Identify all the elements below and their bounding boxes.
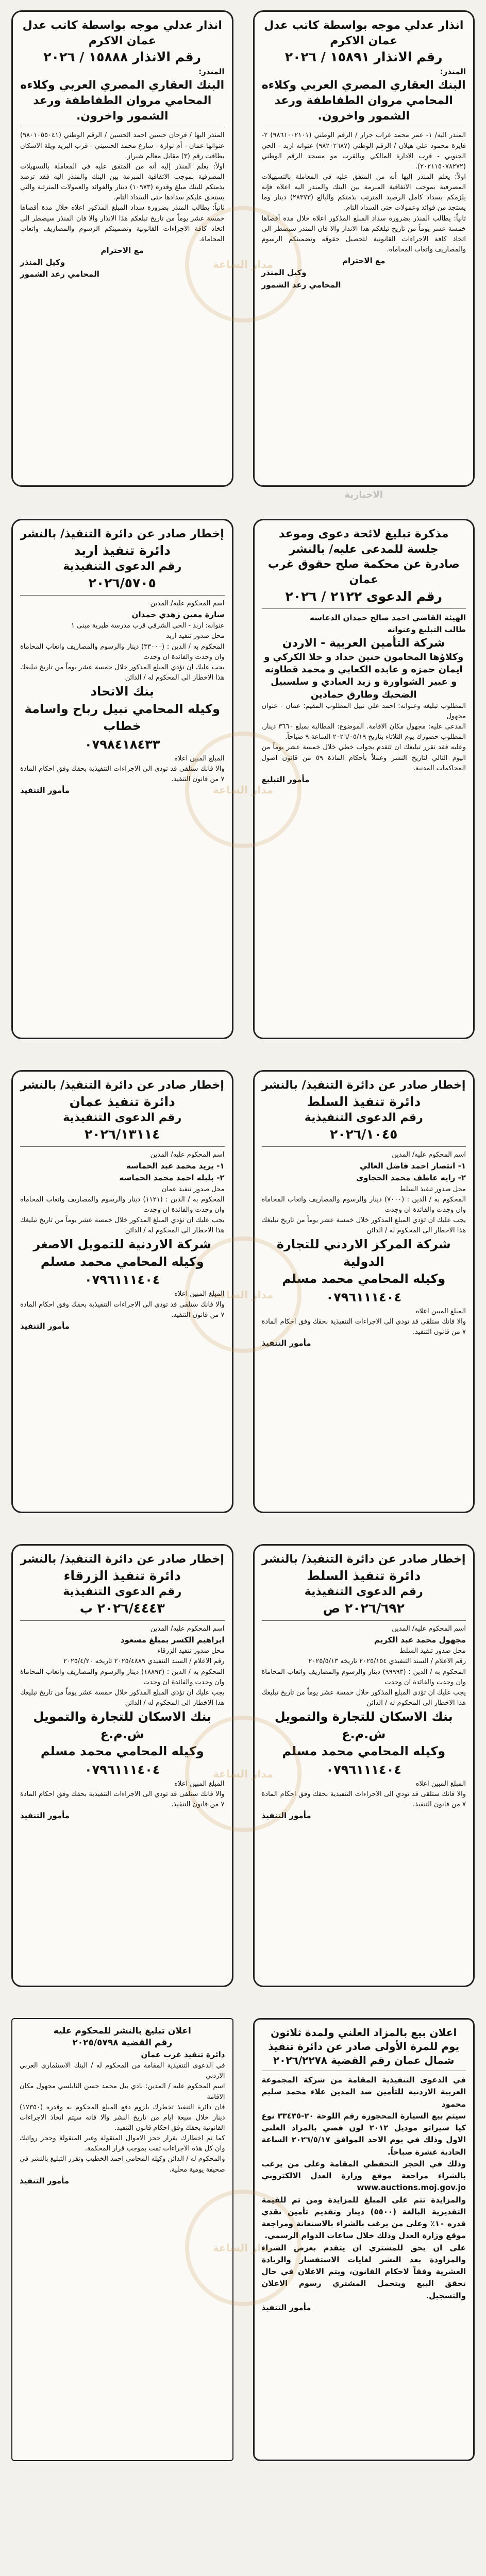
notice-body: على ان يحق للمشتري ان يتقدم بعرض الشراء والمزاودة بعد النشر لغايات الاستفسار والزيادة العشرية وفقاً لاحكام القانون، ويتم الاعلان في حال تحقق البيع ويتحمل المشتري رسوم الاعلان والتسجيل.	[261, 2243, 466, 2300]
notice-body: اسم المحكوم عليه / المدين: نادي بيل محمد حسن النابلسي مجهول مكان الاقامة	[20, 2082, 225, 2101]
notice-box	[11, 1544, 233, 1987]
notice-body: يجب عليك ان تؤدي المبلغ المذكور خلال خمسة عشر يوماً من تاريخ تبليغك هذا الاخطار الى المحكوم له / الدائن	[20, 1688, 225, 1707]
notice-body: ١- يزيد محمد عبد الحماسه	[126, 1161, 225, 1171]
notice-3	[11, 519, 233, 1039]
divider	[262, 1146, 466, 1147]
notice-body: المحكوم به / الدين : (٩٩٩٩٣) دينار والرسوم والمصاريف واتعاب المحاماة وان وجدت والفائدة ان وجدت	[261, 1668, 466, 1686]
notice-body: والمزايدة تتم على المبلغ للمزايدة ومن ثم للقيمة التقديرية البالغة (٥٥٠٠) دينار وتقديم تأمين نقدي قدره ١٠٪ وعلى من يرغب بالشراء بالاستعانة ومراجعة موقع وزارة العدل وذلك خلال ساعات الدوام الرسمي.	[261, 2195, 466, 2241]
notice-body: اولاً: يعلم المنذر إليه أنه من المتفق عليه في المعاملة بالتسهيلات المصرفية بموجب الاتفاقية المبرمة بين البنك والمنذر اليه فقد ترصد بذمتكم للبنك مبلغ وقدره (١٠٩٧٣) دينار والفوائد والعمولات المترتبة والتي يستحق عليكم سدادها حتى السداد التام.	[20, 162, 225, 202]
notice-title: إخطار صادر عن دائرة التنفيذ/ بالنشر	[20, 1079, 224, 1092]
notice-number: رقم الانذار ١٥٨٨٨ / ٢٠٢٦	[43, 49, 202, 65]
notice-number-label: رقم الدعوى التنفيذية	[63, 560, 182, 573]
notice-9	[11, 2018, 233, 2461]
notice-body: والا فانك ستلقى قد تودي الى الاجراءات التنفيذية بحقك وفق احكام المادة ٧ من قانون التنفيذ.	[261, 1790, 466, 1809]
notice-title: إخطار صادر عن دائرة التنفيذ/ بالنشر	[262, 1553, 466, 1566]
notice-office: دائرة تنفيذ السلط	[307, 1568, 421, 1583]
notice-title: اعلان تبليغ بالنشر للمحكوم عليه	[53, 2026, 191, 2036]
notice-number: ٢٠٢٦/٤٤٤٣ ب	[79, 1601, 165, 1616]
notice-body: والا فانك ستلقى قد تودي الى الاجراءات التنفيذية بحقك وفق احكام المادة ٧ من قانون التنفيذ.	[261, 1318, 466, 1336]
notice-body: محل صدور تنفيذ اربد	[166, 632, 225, 640]
notice-sign: مأمور التنفيذ	[20, 1321, 70, 1331]
notice-body: محل صدور تنفيذ الزرقاء	[157, 1647, 225, 1655]
notice-body: المطلوب تبليغه وعنوانه: احمد علي نبيل المطلوب المقيم: عمان - عنوان مجهول	[261, 702, 466, 721]
watermark-text: مدار الساعة	[212, 2242, 274, 2254]
notice-body: ثانياً: يطالب المنذر بضرورة سداد المبلغ المذكور اعلاه خلال مدة أقصاها خمسة عشر يوماً من تاريخ تبلغكم هذا الانذار والا فان المنذر سيضطر الى اتخاذ كافة الاجراءات القانونية لتحصيل حقوقه وتضمينكم الرسوم والمصاريف واتعاب المحاماة.	[261, 214, 466, 253]
notice-body: عنوانه: اربد - الحي الشرقي قرب مدرسة طبرية مبنى ١	[71, 622, 225, 630]
notice-body: المحكوم به / الدين : (١١٢١) دينار والرسوم والمصاريف واتعاب المحاماة وان وجدت والفائدة ان وجدت	[20, 1195, 225, 1214]
notice-body: طالب التبليغ وعنوانه	[387, 624, 466, 634]
creditor-name: بنك الاسكان للتجارة والتمويل ش.م.ع	[33, 1709, 212, 1741]
notice-body: اسم المحكوم عليه/ المدين	[150, 599, 225, 607]
notice-body: والا فانك ستلقى قد تودي الى الاجراءات التنفيذية بحقك وفق احكام المادة ٧ من قانون التنفيذ.	[20, 1300, 225, 1319]
notice-box	[253, 1070, 475, 1513]
lawyer-name: وكيله المحامي محمد مسلم	[40, 1744, 204, 1759]
notice-number: رقم الدعوى ٢١٢٢ / ٢٠٢٦	[285, 588, 442, 604]
notice-office: دائرة تنفيذ عمان	[69, 1094, 175, 1109]
notice-body: محل صدور تنفيذ السلط	[399, 1185, 466, 1193]
notice-number: ٢٠٢٦/١٣١١٤	[85, 1127, 160, 1142]
notice-number-label: رقم الدعوى التنفيذية	[63, 1111, 182, 1125]
notice-1	[11, 10, 233, 487]
notice-body: المنذر اليه/ ١- عمر محمد غراب جرار / الرقم الوطني (٩٨٦١٠٠٢١٠١) ٢- فايزة محمود علي هيلان / الرقم الوطني (٩٨٢٠٢٦٨٧) عنوانه اربد - الحي الجنوبي - قرب الادارة المالكي وبالقرب مو مسجد الرقم الوطني (٢٠٢١١٥٠٧٨٢٧٢).	[261, 131, 466, 171]
notice-body: وذلك في الحجز التحفظي المقامة وعلى من يرغب بالشراء مراجعة موقع وزارة العدل الالكتروني www.auctions.moj.gov.jo	[261, 2159, 466, 2193]
notice-sign: وكيل المنذر	[20, 258, 65, 267]
notice-body: محل صدور تنفيذ عمان	[161, 1185, 225, 1193]
notice-box	[11, 10, 233, 487]
notice-sign: مأمور التنفيذ	[261, 2302, 311, 2312]
notice-0	[253, 10, 475, 500]
notice-body: يجب عليك ان تؤدي المبلغ المذكور خلال خمسة عشر يوماً من تاريخ تبليغك هذا الاخطار الى المحكوم له / الدائن	[20, 663, 225, 682]
notice-5	[11, 1070, 233, 1513]
notice-body: المبلغ المبين اعلاه	[174, 1290, 225, 1298]
lawyer-name: وكيله المحامي محمد مسلم	[40, 1254, 204, 1269]
notice-body: المبلغ المبين اعلاه	[415, 1308, 466, 1315]
notice-sign: مع الاحترام	[342, 256, 386, 266]
notice-body: المنذر اليها / فرحان حسين احمد الحسين / الرقم الوطني (٩٨٠١٠٥٥٠٤١) عنوانها عمان - أم نوارة - شارع محمد الحسيني - قرب البريد ويلة الاسكان بطاقت رقم (٣) مقابل معالم شيراز.	[20, 131, 225, 160]
notice-title: انذار عدلي موجه بواسطة كاتب عدل عمان الاكرم	[264, 19, 464, 47]
notice-from-label: المنذر:	[440, 67, 466, 77]
notice-number: رقم القضية ٢٠٢٥/٥٧٩٨	[72, 2037, 173, 2048]
notice-body: رقم الاعلام / السند التنفيذي ٢٠٢٥/١٥٤ تاريخه ٢٠٢٥/٥/١٣	[308, 1657, 466, 1666]
notice-sign: المحامي رعد الشمور	[261, 280, 341, 290]
watermark-text: مدار الساعة	[212, 784, 274, 796]
lawyer-phone: ٠٧٩٨٤١٨٤٣٣	[85, 737, 160, 752]
notice-court: صادرة عن محكمة صلح حقوق غرب عمان	[267, 558, 460, 587]
notice-box	[253, 10, 475, 487]
notice-office: دائرة تنفيذ الزرقاء	[63, 1568, 181, 1583]
notice-title: إخطار صادر عن دائرة التنفيذ/ بالنشر	[262, 1079, 466, 1092]
divider	[262, 608, 466, 609]
notice-body: كما تم اخطارك بقرار حجز الاموال المنقولة وغير المنقولة وحجز رواتبك وان كل هذه الاجراءات تمت بموجب قرار المحكمة.	[20, 2134, 225, 2153]
notice-body: اسم المحكوم عليه/ المدين	[150, 1150, 225, 1159]
notice-body: دائرة تنفيذ غرب عمان	[141, 2049, 225, 2059]
notice-box	[253, 519, 475, 1039]
notice-body: في الدعوى التنفيذية المقامة من المحكوم له / البنك الاستثماري العربي الاردني	[20, 2062, 225, 2080]
notice-sign: مأمور التنفيذ	[261, 1338, 311, 1348]
notice-from: البنك العقاري المصري العربي وكلاءه المحامي مروان الطفاطفة ورعد الشمور واخرون.	[20, 79, 225, 123]
lawyer-name: وكيله المحامي محمد مسلم	[282, 1272, 446, 1286]
divider	[262, 1620, 466, 1621]
notice-body: ثانياً: يطالب المنذر بضرورة سداد المبلغ المذكور اعلاه خلال مدة أقصاها خمسة عشر يوماً من تاريخ تبلغكم هذا الانذار والا فان المنذر سيضطر الى اتخاذ كافة الاجراءات القانونية وتضمينكم الرسوم والمصاريف واتعاب المحاماة.	[20, 204, 225, 243]
notice-from-label: المنذر:	[198, 67, 225, 77]
notice-body: ١- انتصار احمد فاضل العالي	[360, 1161, 466, 1171]
notice-sign: مأمور التنفيذ	[20, 786, 70, 795]
lawyer-name: وكيله المحامي نبيل رباح واسامة خطاب	[24, 701, 221, 734]
creditor-name: بنك الاسكان للتجارة والتمويل ش.م.ع	[274, 1709, 453, 1741]
notice-body: مجهول محمد عبد الكريم	[374, 1635, 466, 1645]
notice-body: ٢- رايه عاطف محمد الحجاوي	[356, 1173, 466, 1183]
divider	[20, 1620, 225, 1621]
notice-sign: مع الاحترام	[100, 245, 144, 255]
watermark-site: الاخبارية	[344, 489, 383, 500]
notice-sign: مأمور التنفيذ	[20, 2176, 70, 2185]
notice-7	[11, 1544, 233, 1987]
notice-body: سارة معين زهدي حمدان	[131, 610, 225, 620]
notice-body: سيتم بيع السيارة المحجوزة رقم اللوحة ٢٠-٣٣٤٣٥ نوع كيا سيراتو موديل ٢٠١٢ لون فضي بالمزاد العلني الاول وذلك في يوم الاحد الموافق ٢٠٢٦/٥/١٧ الساعة الحادية عشرة صباحاً.	[261, 2111, 466, 2157]
notice-body: المبلغ المبين اعلاه	[174, 754, 225, 762]
notice-sign: مأمور التنفيذ	[20, 1811, 70, 1821]
lawyer-phone: ٠٧٩٦١١١٤٠٤	[85, 1273, 160, 1287]
notice-body: شركة التأمين العربية - الاردن	[282, 637, 445, 650]
notice-body: يجب عليك ان تؤدي المبلغ المذكور خلال خمسة عشر يوماً من تاريخ تبليغك هذا الاخطار الى المحكوم له / الدائن	[20, 1216, 225, 1235]
notice-from: البنك العقاري المصري العربي وكلاءه المحامي مروان الطفاطفة ورعد الشمور واخرون.	[261, 79, 466, 123]
divider	[20, 1146, 225, 1147]
notice-body: وكلاؤها المحامون حنين حداد و حلا الكركي و ايمان حمزه و عابده الكعابي و محمد قطاونه و عبير الشواورة و زيد العبادي و سلسبيل الضحيك وطارق حمادين	[264, 651, 464, 700]
notice-box	[11, 2018, 233, 2461]
notice-body: فان دائرة التنفيذ تخطرك بلزوم دفع المبلغ المحكوم به وقدره (١٧٣٥٠) دينار خلال سبعة ايام من تاريخ النشر والا فانه سيتم اتخاذ الاجراءات القانونية بحقك وفق احكام قانون التنفيذ.	[20, 2103, 225, 2132]
lawyer-phone: ٠٧٩٦١١١٤٠٤	[326, 1290, 401, 1304]
notice-number: ٢٠٢٦/١٠٤٥	[330, 1127, 398, 1142]
notice-body: والمحكوم له / الدائن وكيله المحامي احمد الخطيب وتقرر التبليغ بالنشر في صحيفة يومية محلية.	[20, 2155, 225, 2174]
notice-number-label: رقم الدعوى التنفيذية	[304, 1585, 423, 1599]
notice-sign: مأمور التنفيذ	[261, 1811, 311, 1821]
notice-number-label: رقم الدعوى التنفيذية	[304, 1111, 423, 1125]
notice-body: يجب عليك ان تؤدي المبلغ المذكور خلال خمسة عشر يوماً من تاريخ تبليغك هذا الاخطار الى المحكوم له / الدائن	[261, 1216, 466, 1235]
notice-body: اسم المحكوم عليه/ المدين	[392, 1624, 466, 1633]
notice-office: دائرة تنفيذ اربد	[74, 543, 171, 558]
divider	[20, 595, 225, 596]
notice-body: والا فانك ستلقى قد تودي الى الاجراءات التنفيذية بحقك وفق احكام المادة ٧ من قانون التنفيذ.	[20, 765, 225, 784]
notice-number: ٢٠٢٦/٦٩٢ ص	[323, 1601, 405, 1616]
watermark-text: مدار الساعة	[212, 1768, 274, 1780]
notice-6	[253, 1544, 475, 1987]
notice-body: اولاً: يعلم المنذر إليها أنه من المتفق عليه في المعاملة بالتسهيلات المصرفية بموجب الاتفاقية المبرمة بين البنك والمنذر اليه اعلاه فإنه يلزمكم بسداد كامل الرصيد المترتب بذمتكم والبالغ (٢٨٣٧٣) دينار وما يستجد من فوائد وعمولات حتى السداد التام.	[261, 173, 466, 212]
watermark-text: مدار الساعة	[212, 258, 274, 270]
notice-body: المحكوم به / الدين : (١٨٨٩٣) دينار والرسوم والمصاريف واتعاب المحاماة وان وجدت والفائدة ان وجدت	[20, 1668, 225, 1686]
notice-body: المحكوم به / الدين : (٧٠٠٠) دينار والرسوم والمصاريف واتعاب المحاماة وان وجدت والفائدة ان وجدت	[261, 1195, 466, 1214]
lawyer-name: وكيله المحامي محمد مسلم	[282, 1744, 446, 1759]
notice-body: الهيئة القاضي احمد صالح حمدان الدعاسه	[310, 613, 466, 622]
notice-body: والا فانك ستلقى قد تودي الى الاجراءات التنفيذية بحقك وفق احكام المادة ٧ من قانون التنفيذ.	[20, 1790, 225, 1809]
notice-box	[253, 1544, 475, 1987]
notice-body: اسم المحكوم عليه/ المدين	[392, 1150, 466, 1159]
notice-box	[11, 519, 233, 1039]
creditor-name: بنك الاتحاد	[90, 684, 154, 699]
notice-body: ٢- بلبله احمد محمد الحماسه	[119, 1173, 225, 1183]
notice-body: المبلغ المبين اعلاه	[415, 1780, 466, 1788]
notice-sign: وكيل المنذر	[261, 268, 307, 278]
notice-number-label: رقم الدعوى التنفيذية	[63, 1585, 182, 1599]
notice-8	[253, 2018, 475, 2461]
notice-2	[253, 519, 475, 1039]
notice-body: اسم المحكوم عليه/ المدين	[150, 1624, 225, 1633]
creditor-name: شركة المركز الاردني للتجارة الدولية	[276, 1237, 451, 1269]
notices-grid	[11, 10, 475, 2461]
notice-number: رقم الانذار ١٥٨٩١ / ٢٠٢٦	[284, 49, 443, 65]
notice-body: المدعى عليه: مجهول مكان الاقامة. الموضوع: المطالبة بمبلغ ٣٦٦٠ دينار. المطلوب حضورك يوم الثلاثاء بتاريخ ٢٠٢٦/٠٥/١٩ الساعة ٩ صباحاً.	[261, 723, 466, 741]
notice-title: مذكرة تبليغ لائحة دعوى وموعد جلسة للمدعى عليه/ بالنشر	[278, 528, 449, 556]
creditor-name: شركة الاردنية للتمويل الاصغر	[33, 1237, 212, 1252]
notice-sign: المحامي رعد الشمور	[20, 269, 99, 279]
notice-title: إخطار صادر عن دائرة التنفيذ/ بالنشر	[20, 1553, 224, 1566]
notice-body: وعليه فقد تقرر تبليغك ان تتقدم بجواب خطي خلال خمسة عشر يوماً من اليوم التالي لتاريخ النشر وعملاً بأحكام المادة ٥٩ من قانون اصول المحاكمات المدنية.	[261, 743, 466, 772]
notice-body: محل صدور تنفيذ السلط	[399, 1647, 466, 1655]
notice-body: المحكوم به / الدين : (٣٣٠٠٠) دينار والرسوم والمصاريف واتعاب المحاماة وان وجدت والفائدة ان وجدت	[20, 642, 225, 661]
notice-sign: مأمور التبليغ	[261, 774, 310, 784]
notice-office: دائرة تنفيذ السلط	[307, 1094, 421, 1109]
notice-body: المبلغ المبين اعلاه	[174, 1780, 225, 1788]
notice-number: ٢٠٢٦/٥٧٠٥	[88, 575, 156, 591]
lawyer-phone: ٠٧٩٦١١١٤٠٤	[326, 1762, 401, 1777]
notice-body: ابراهيم الكسر بمبلغ مسعود	[120, 1635, 225, 1645]
watermark-text: مدار الساعة	[212, 1289, 274, 1301]
notice-body: رقم الاعلام / السند التنفيذي ٢٠٢٥/٤٨٨٩ تاريخه ٢٠٢٥/٤/٢٠	[63, 1657, 225, 1666]
notice-body: يجب عليك ان تؤدي المبلغ المذكور خلال خمسة عشر يوماً من تاريخ تبليغك هذا الاخطار الى المحكوم له / الدائن	[261, 1688, 466, 1707]
notice-title: انذار عدلي موجه بواسطة كاتب عدل عمان الاكرم	[22, 19, 222, 47]
lawyer-phone: ٠٧٩٦١١١٤٠٤	[85, 1762, 160, 1777]
notice-box	[253, 2018, 475, 2461]
notice-title: إخطار صادر عن دائرة التنفيذ/ بالنشر	[20, 528, 224, 540]
notice-body: في الدعوى التنفيذية المقامة من شركة المجموعة العربية الاردنية للتأمين ضد المدين علاء محمد سليم محمود	[261, 2075, 466, 2109]
notice-box	[11, 1070, 233, 1513]
notice-title: اعلان بيع بالمزاد العلني ولمدة ثلاثون يوم للمرة الأولى صادر عن دائرة تنفيذ شمال عمان رقم القضية ٢٠٢٦/٢٢٧٨	[268, 2026, 460, 2066]
notice-4	[253, 1070, 475, 1513]
